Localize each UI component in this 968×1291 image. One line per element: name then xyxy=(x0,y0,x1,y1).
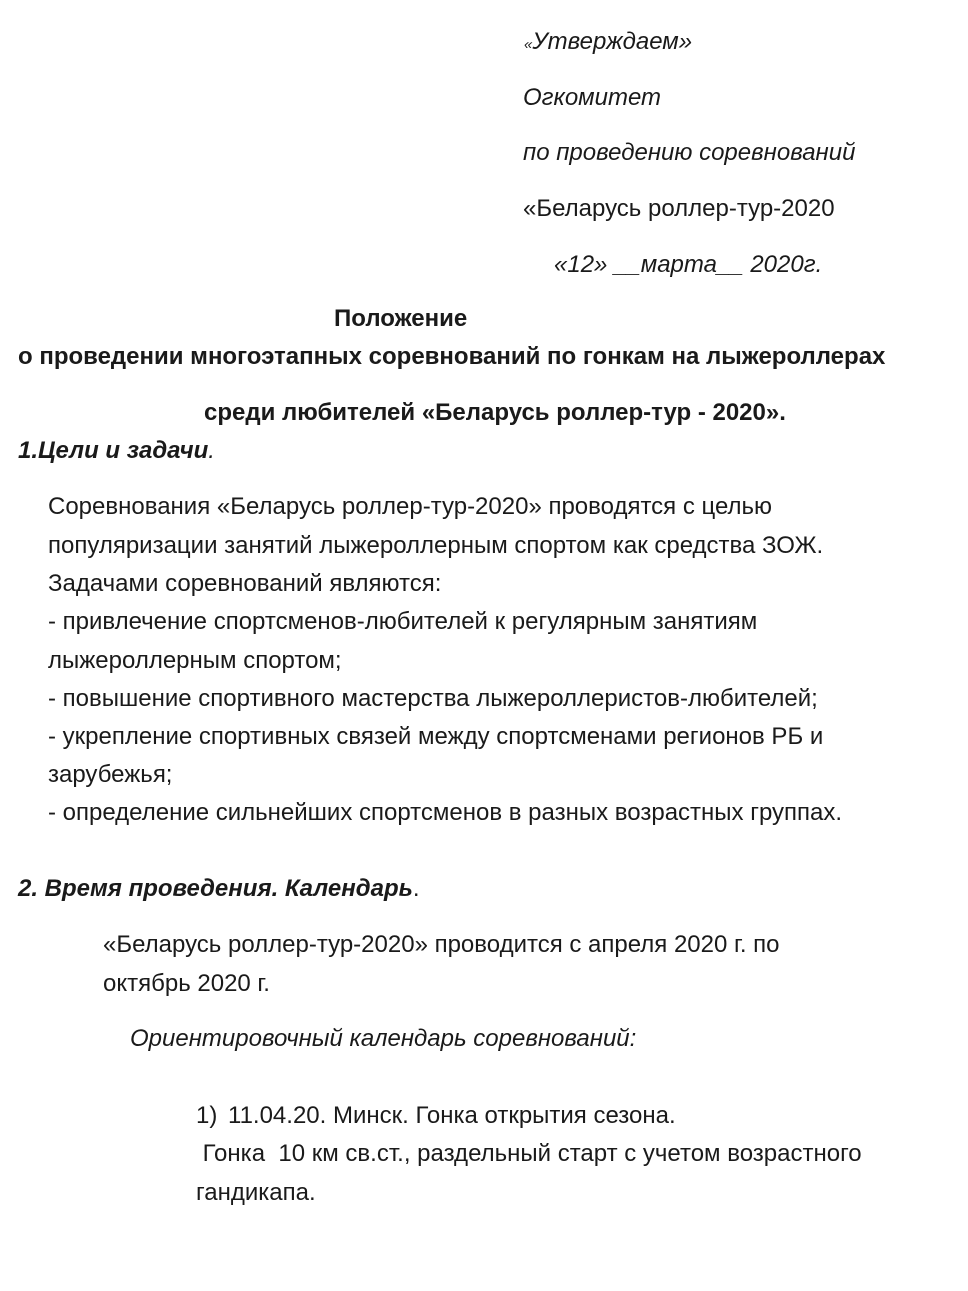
section1-line: популяризации занятий лыжероллерным спортом как средства ЗОЖ. xyxy=(48,532,824,559)
section1-title-dot: . xyxy=(208,437,215,464)
approval-title xyxy=(524,27,692,60)
approval-event: «Беларусь роллер-тур-2020 xyxy=(523,195,835,222)
section1-line: Соревнования «Беларусь роллер-тур-2020» проводятся с целью xyxy=(48,493,773,520)
section2-heading xyxy=(18,874,420,904)
approval-org-line2: по проведению соревнований xyxy=(523,139,856,166)
section1-title: 1.Цели и задачи xyxy=(18,437,209,464)
section1-line: Задачами соревнований являются: xyxy=(48,570,442,597)
document-subtitle-line2: среди любителей «Беларусь роллер-тур - 2020». xyxy=(204,399,786,426)
section1-list-item: - привлечение спортсменов-любителей к регулярным занятиям xyxy=(48,608,758,635)
section2-title: 2. Время проведения. Календарь xyxy=(18,875,413,902)
section1-list-item: - определение сильнейших спортсменов в разных возрастных группах. xyxy=(48,799,843,826)
approval-open-quote: « xyxy=(524,36,533,53)
document-subtitle-line1: о проведении многоэтапных соревнований по гонкам на лыжероллерах xyxy=(18,343,886,370)
section1-list-item-cont: зарубежья; xyxy=(48,761,173,788)
section1-list-item-cont: лыжероллерным спортом; xyxy=(48,647,342,674)
calendar-item-title: 11.04.20. Минск. Гонка открытия сезона. xyxy=(228,1102,676,1129)
section2-line: «Беларусь роллер-тур-2020» проводится с апреля 2020 г. по xyxy=(103,931,780,958)
section2-line: октябрь 2020 г. xyxy=(103,970,270,997)
section1-list-item: - укрепление спортивных связей между спортсменами регионов РБ и xyxy=(48,723,824,750)
section1-list-item: - повышение спортивного мастерства лыжероллеристов-любителей; xyxy=(48,685,818,712)
approval-title-text: Утверждаем» xyxy=(532,28,693,55)
calendar-item-line: Гонка 10 км св.ст., раздельный старт с учетом возрастного xyxy=(196,1140,862,1167)
section1-heading xyxy=(18,436,215,466)
calendar-caption: Ориентировочный календарь соревнований: xyxy=(130,1025,637,1052)
section2-title-dot: . xyxy=(412,875,420,902)
document-title: Положение xyxy=(334,305,468,332)
calendar-item-number: 1) xyxy=(196,1102,218,1129)
calendar-item-line: гандикапа. xyxy=(196,1179,316,1206)
approval-org-line1: Огкомитет xyxy=(523,84,662,111)
approval-date: «12» __марта__ 2020г. xyxy=(554,251,823,278)
